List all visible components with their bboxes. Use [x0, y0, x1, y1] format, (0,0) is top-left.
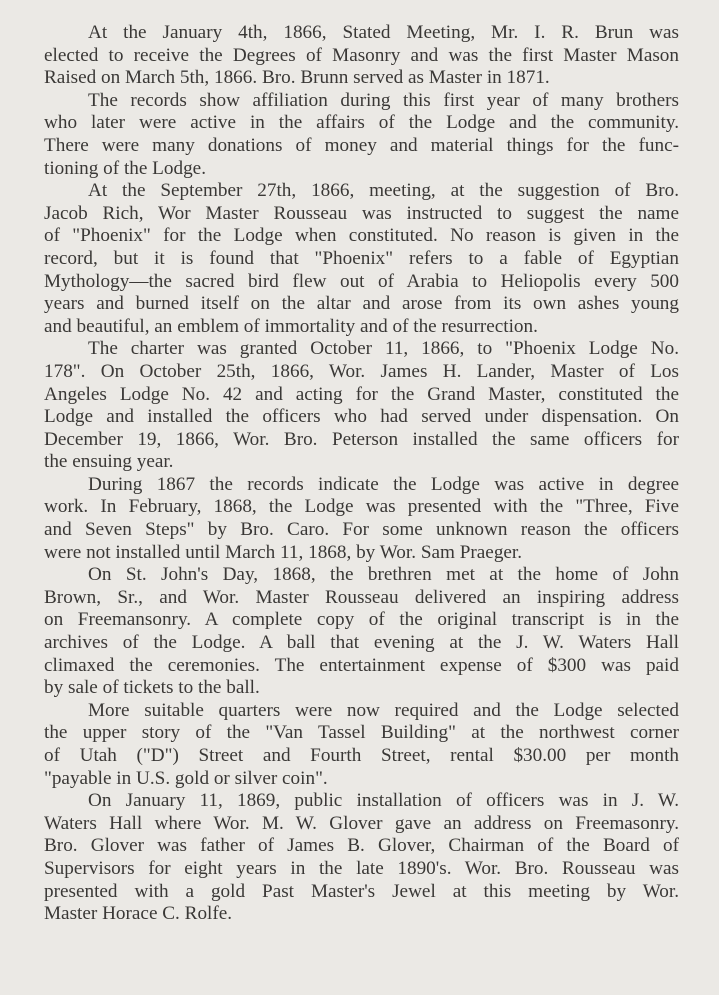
text-line: on Freemansonry. A complete copy of the original transcript is in the [44, 609, 679, 631]
paragraph-st-johns-day [44, 564, 679, 700]
text-line: On St. John's Day, 1868, the brethren met at the home of John [88, 564, 679, 586]
text-line: More suitable quarters were now required and the Lodge selected [88, 699, 679, 721]
document-page [44, 22, 679, 926]
text-line: Raised on March 5th, 1866. Bro. Brunn served as Master in 1871. [44, 67, 550, 89]
paragraph-phoenix-name [44, 180, 679, 338]
text-line: At the January 4th, 1866, Stated Meeting, Mr. I. R. Brun was [88, 22, 679, 43]
text-line: Master Horace C. Rolfe. [44, 903, 233, 925]
text-line: At the September 27th, 1866, meeting, at the suggestion of Bro. [88, 180, 679, 202]
text-line: archives of the Lodge. A ball that evening at the J. W. Waters Hall [44, 632, 679, 654]
text-line: December 19, 1866, Wor. Bro. Peterson installed the same officers for [44, 428, 679, 450]
text-line: work. In February, 1868, the Lodge was presented with the "Three, Five [44, 496, 679, 518]
paragraph-charter [44, 338, 679, 474]
text-line: During 1867 the records indicate the Lodge was active in degree [88, 473, 679, 495]
text-line: record, but it is found that "Phoenix" refers to a fable of Egyptian [44, 247, 679, 269]
text-line: 178". On October 25th, 1866, Wor. James H. Lander, Master of Los [44, 360, 679, 382]
text-line: Waters Hall where Wor. M. W. Glover gave an address on Freemasonry. [44, 812, 679, 834]
paragraph-1867-degree-work [44, 474, 679, 564]
paragraph-van-tassel-building [44, 700, 679, 790]
text-line: There were many donations of money and material things for the func- [44, 134, 679, 156]
text-line: and beautiful, an emblem of immortality and of the resurrection. [44, 315, 538, 337]
text-line: the upper story of the "Van Tassel Building" at the northwest corner [44, 722, 679, 744]
text-line: the ensuing year. [44, 451, 174, 473]
text-line: Supervisors for eight years in the late 1890's. Wor. Bro. Rousseau was [44, 857, 679, 879]
paragraph-1869-installation [44, 790, 679, 926]
text-line: by sale of tickets to the ball. [44, 677, 260, 699]
text-line: Bro. Glover was father of James B. Glover, Chairman of the Board of [44, 835, 679, 857]
text-line: and Seven Steps" by Bro. Caro. For some unknown reason the officers [44, 519, 679, 541]
paragraph-affiliation [44, 90, 679, 180]
text-line: presented with a gold Past Master's Jewel at this meeting by Wor. [44, 880, 679, 902]
text-line: were not installed until March 11, 1868, by Wor. Sam Praeger. [44, 541, 523, 563]
text-line: Mythology—the sacred bird flew out of Arabia to Heliopolis every 500 [44, 270, 679, 292]
text-line: elected to receive the Degrees of Masonry and was the first Master Mason [44, 44, 679, 66]
text-line: who later were active in the affairs of the Lodge and the community. [44, 112, 679, 134]
text-line: of "Phoenix" for the Lodge when constituted. No reason is given in the [44, 225, 679, 247]
text-line: Lodge and installed the officers who had served under dispensation. On [44, 406, 679, 428]
text-line: of Utah ("D") Street and Fourth Street, rental $30.00 per month [44, 745, 679, 766]
text-line: Angeles Lodge No. 42 and acting for the Grand Master, constituted the [44, 383, 679, 405]
text-line: years and burned itself on the altar and arose from its own ashes young [44, 293, 679, 315]
text-line: The charter was granted October 11, 1866, to "Phoenix Lodge No. [88, 338, 679, 360]
text-line: Brown, Sr., and Wor. Master Rousseau delivered an inspiring address [44, 586, 679, 608]
text-line: tioning of the Lodge. [44, 157, 206, 179]
text-line: Jacob Rich, Wor Master Rousseau was instructed to suggest the name [44, 202, 679, 224]
text-line: On January 11, 1869, public installation of officers was in J. W. [88, 790, 679, 812]
text-line: The records show affiliation during this first year of many brothers [88, 89, 679, 111]
text-line: climaxed the ceremonies. The entertainment expense of $300 was paid [44, 654, 679, 676]
paragraph-brun-election [44, 22, 679, 90]
text-line: "payable in U.S. gold or silver coin". [44, 767, 328, 789]
